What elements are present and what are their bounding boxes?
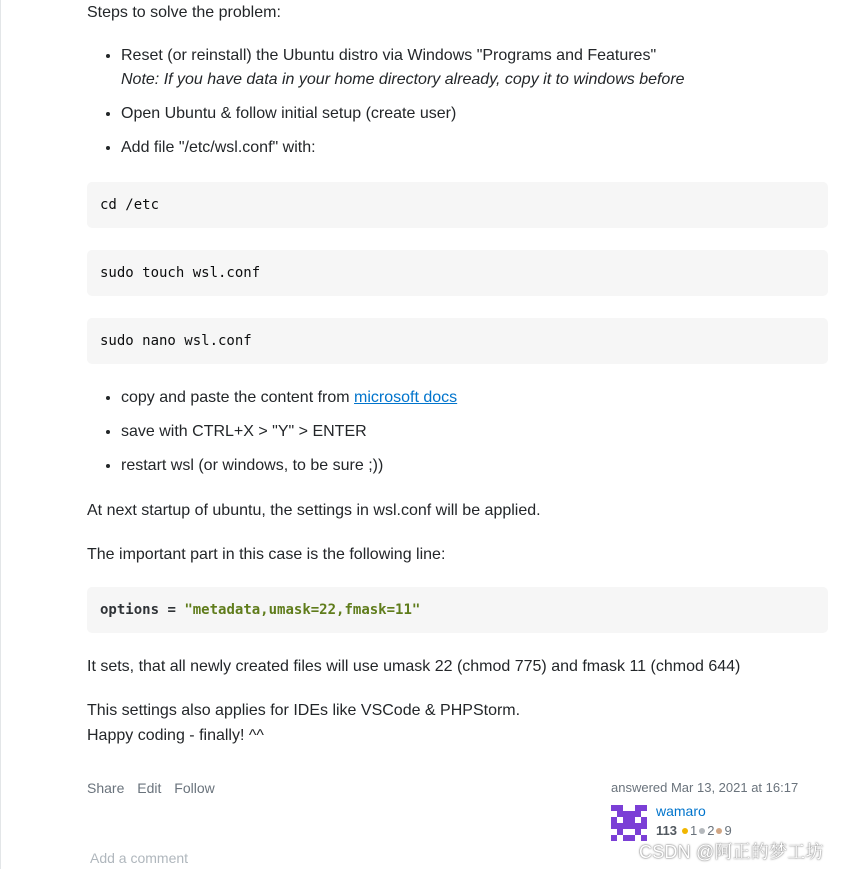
microsoft-docs-link[interactable]: microsoft docs: [354, 389, 458, 406]
bronze-badge-count: 9: [724, 823, 732, 838]
list-item: • Add file "/etc/wsl.conf" with:: [121, 136, 685, 160]
code-keyword: options: [100, 602, 160, 618]
share-link[interactable]: Share: [87, 780, 125, 796]
user-card: [611, 780, 811, 838]
watermark: CSDN @阿正的梦工坊: [639, 842, 824, 862]
step-text: Reset (or reinstall) the Ubuntu distro via Windows "Programs and Features": [121, 47, 657, 64]
avatar[interactable]: [611, 805, 647, 841]
reputation: [656, 823, 732, 838]
answered-timestamp: answered Mar 13, 2021 at 16:17: [611, 780, 799, 795]
follow-link[interactable]: Follow: [174, 780, 215, 796]
username-link[interactable]: wamaro: [656, 803, 706, 819]
edit-link[interactable]: Edit: [137, 780, 162, 796]
options-code-block[interactable]: [87, 587, 828, 633]
list-item: • Open Ubuntu & follow initial setup (create user): [121, 102, 685, 126]
code-block[interactable]: sudo nano wsl.conf: [87, 318, 828, 364]
code-operator: =: [159, 602, 185, 618]
list-item: • save with CTRL+X > "Y" > ENTER: [121, 420, 457, 444]
code-block[interactable]: sudo touch wsl.conf: [87, 250, 828, 296]
paragraph-important: The important part in this case is the following line:: [87, 546, 446, 563]
copy-text: copy and paste the content from: [121, 389, 355, 406]
silver-badge-count: 2: [707, 823, 715, 838]
steps-list-2: [87, 386, 457, 488]
gold-badge-icon: [682, 828, 688, 834]
code-string: "metadata,umask=22,fmask=11": [184, 602, 421, 618]
paragraph-ides: This settings also applies for IDEs like VSCode & PHPStorm.: [87, 702, 521, 719]
left-border: [0, 0, 1, 869]
paragraph-sets: It sets, that all newly created files will use umask 22 (chmod 775) and fmask 11 (chmod 644): [87, 658, 741, 675]
gold-badge-count: 1: [689, 823, 698, 838]
paragraph-startup: At next startup of ubuntu, the settings in wsl.conf will be applied.: [87, 502, 541, 519]
list-item: • restart wsl (or windows, to be sure ;)): [121, 454, 457, 478]
paragraph-happy: Happy coding - finally! ^^: [87, 727, 264, 744]
bronze-badge-icon: [716, 828, 722, 834]
step-note: Note: If you have data in your home directory already, copy it to windows before: [121, 71, 685, 88]
reputation-score: 113: [656, 823, 677, 838]
add-comment-link[interactable]: Add a comment: [90, 850, 189, 866]
code-block[interactable]: cd /etc: [87, 182, 828, 228]
post-menu: [87, 776, 224, 800]
steps-list: [87, 44, 685, 160]
list-item: [121, 44, 685, 92]
intro-text: Steps to solve the problem:: [87, 4, 281, 21]
list-item: [121, 386, 457, 410]
silver-badge-icon: [699, 828, 705, 834]
